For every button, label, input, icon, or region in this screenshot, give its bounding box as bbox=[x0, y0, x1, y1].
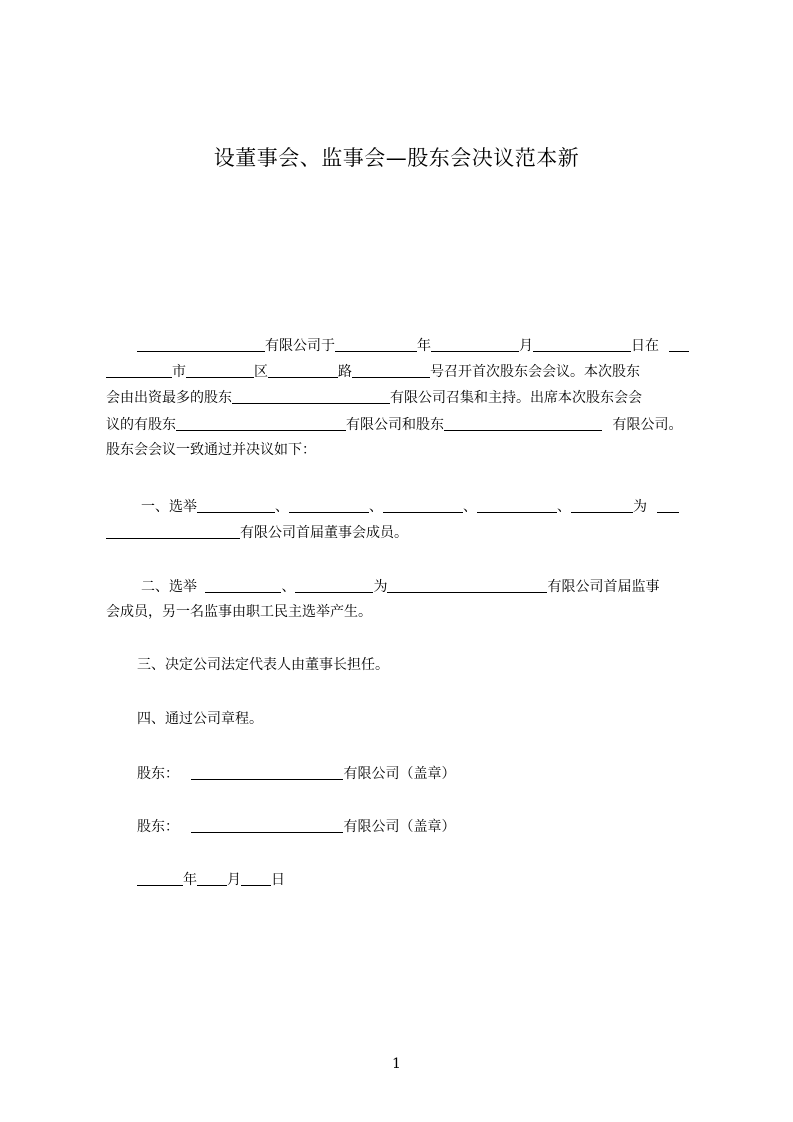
text: 一、选举 bbox=[141, 499, 197, 515]
blank-shareholder-b[interactable] bbox=[444, 416, 602, 431]
blank-company[interactable] bbox=[137, 337, 265, 352]
item2-line2: 会成员，另一名监事由职工民主选举产生。 bbox=[106, 604, 372, 620]
text: 、 bbox=[369, 499, 383, 515]
text: 市 bbox=[172, 364, 186, 380]
text: 二、选举 bbox=[141, 579, 197, 595]
text: 有限公司和股东 bbox=[346, 417, 444, 433]
text: 日在 bbox=[631, 338, 659, 354]
blank-month[interactable] bbox=[431, 337, 519, 352]
para1-line2 bbox=[106, 363, 640, 381]
blank-company-a[interactable] bbox=[657, 498, 679, 513]
text: 有限公司召集和主持。出席本次股东会会 bbox=[390, 390, 642, 406]
item1-line1 bbox=[141, 498, 679, 516]
blank-shareholder-sign-2[interactable] bbox=[191, 818, 343, 833]
text: 年 bbox=[417, 338, 431, 354]
text: 会由出资最多的股东 bbox=[106, 390, 232, 406]
text: 日 bbox=[271, 872, 285, 888]
text: 有限公司首届董事会成员。 bbox=[240, 525, 408, 541]
item3: 三、决定公司法定代表人由董事长担任。 bbox=[137, 657, 389, 673]
text: 有限公司。 bbox=[612, 417, 683, 433]
text: 有限公司首届监事 bbox=[547, 579, 660, 595]
text: 月 bbox=[227, 872, 241, 888]
text: 、 bbox=[463, 499, 477, 515]
item1-line2 bbox=[106, 524, 408, 542]
blank-director-1[interactable] bbox=[197, 498, 275, 513]
blank-director-2[interactable] bbox=[289, 498, 369, 513]
text: 有限公司（盖章） bbox=[343, 766, 456, 782]
blank-road[interactable] bbox=[268, 363, 338, 378]
blank-date-month[interactable] bbox=[197, 871, 227, 886]
blank-shareholder-sign-1[interactable] bbox=[191, 765, 343, 780]
blank-district[interactable] bbox=[186, 363, 254, 378]
signature-line-2 bbox=[137, 818, 455, 836]
text: 有限公司于 bbox=[265, 338, 335, 354]
blank-number[interactable] bbox=[352, 363, 430, 378]
signature-line-1 bbox=[137, 765, 455, 783]
blank-director-5[interactable] bbox=[571, 498, 633, 513]
blank-date-day[interactable] bbox=[241, 871, 271, 886]
para1-line4 bbox=[106, 416, 682, 434]
text: 路 bbox=[338, 364, 352, 380]
document-title: 设董事会、监事会—股东会决议范本新 bbox=[213, 146, 580, 170]
text: 议的有股东 bbox=[106, 417, 176, 433]
text: 、 bbox=[275, 499, 289, 515]
text: 月 bbox=[519, 338, 533, 354]
blank-day[interactable] bbox=[533, 337, 631, 352]
text: 为 bbox=[633, 499, 647, 515]
para1-line1 bbox=[137, 337, 689, 355]
item2-line1 bbox=[141, 578, 659, 596]
text: 、 bbox=[557, 499, 571, 515]
blank-company-b[interactable] bbox=[106, 524, 240, 539]
page-number: 1 bbox=[392, 1056, 401, 1072]
date-line bbox=[137, 871, 285, 889]
blank-director-4[interactable] bbox=[477, 498, 557, 513]
blank-shareholder-a[interactable] bbox=[176, 416, 346, 431]
text: 区 bbox=[254, 364, 268, 380]
text: 为 bbox=[373, 579, 388, 595]
blank-director-3[interactable] bbox=[383, 498, 463, 513]
blank-date-year[interactable] bbox=[137, 871, 183, 886]
para1-line5: 股东会会议一致通过并决议如下： bbox=[106, 442, 316, 458]
blank-company-c[interactable] bbox=[387, 578, 547, 593]
item4: 四、通过公司章程。 bbox=[137, 711, 263, 727]
text: 号召开首次股东会会议。本次股东 bbox=[430, 364, 640, 380]
text: 年 bbox=[183, 872, 197, 888]
text: 、 bbox=[281, 579, 296, 595]
blank-year[interactable] bbox=[335, 337, 417, 352]
blank-supervisor-2[interactable] bbox=[295, 578, 373, 593]
blank-place[interactable] bbox=[669, 337, 689, 352]
text: 股东： bbox=[137, 766, 179, 782]
blank-city[interactable] bbox=[106, 363, 172, 378]
text: 股东： bbox=[137, 819, 179, 835]
blank-shareholder[interactable] bbox=[232, 389, 390, 404]
para1-line3 bbox=[106, 389, 642, 407]
blank-supervisor-1[interactable] bbox=[205, 578, 281, 593]
text: 有限公司（盖章） bbox=[343, 819, 456, 835]
